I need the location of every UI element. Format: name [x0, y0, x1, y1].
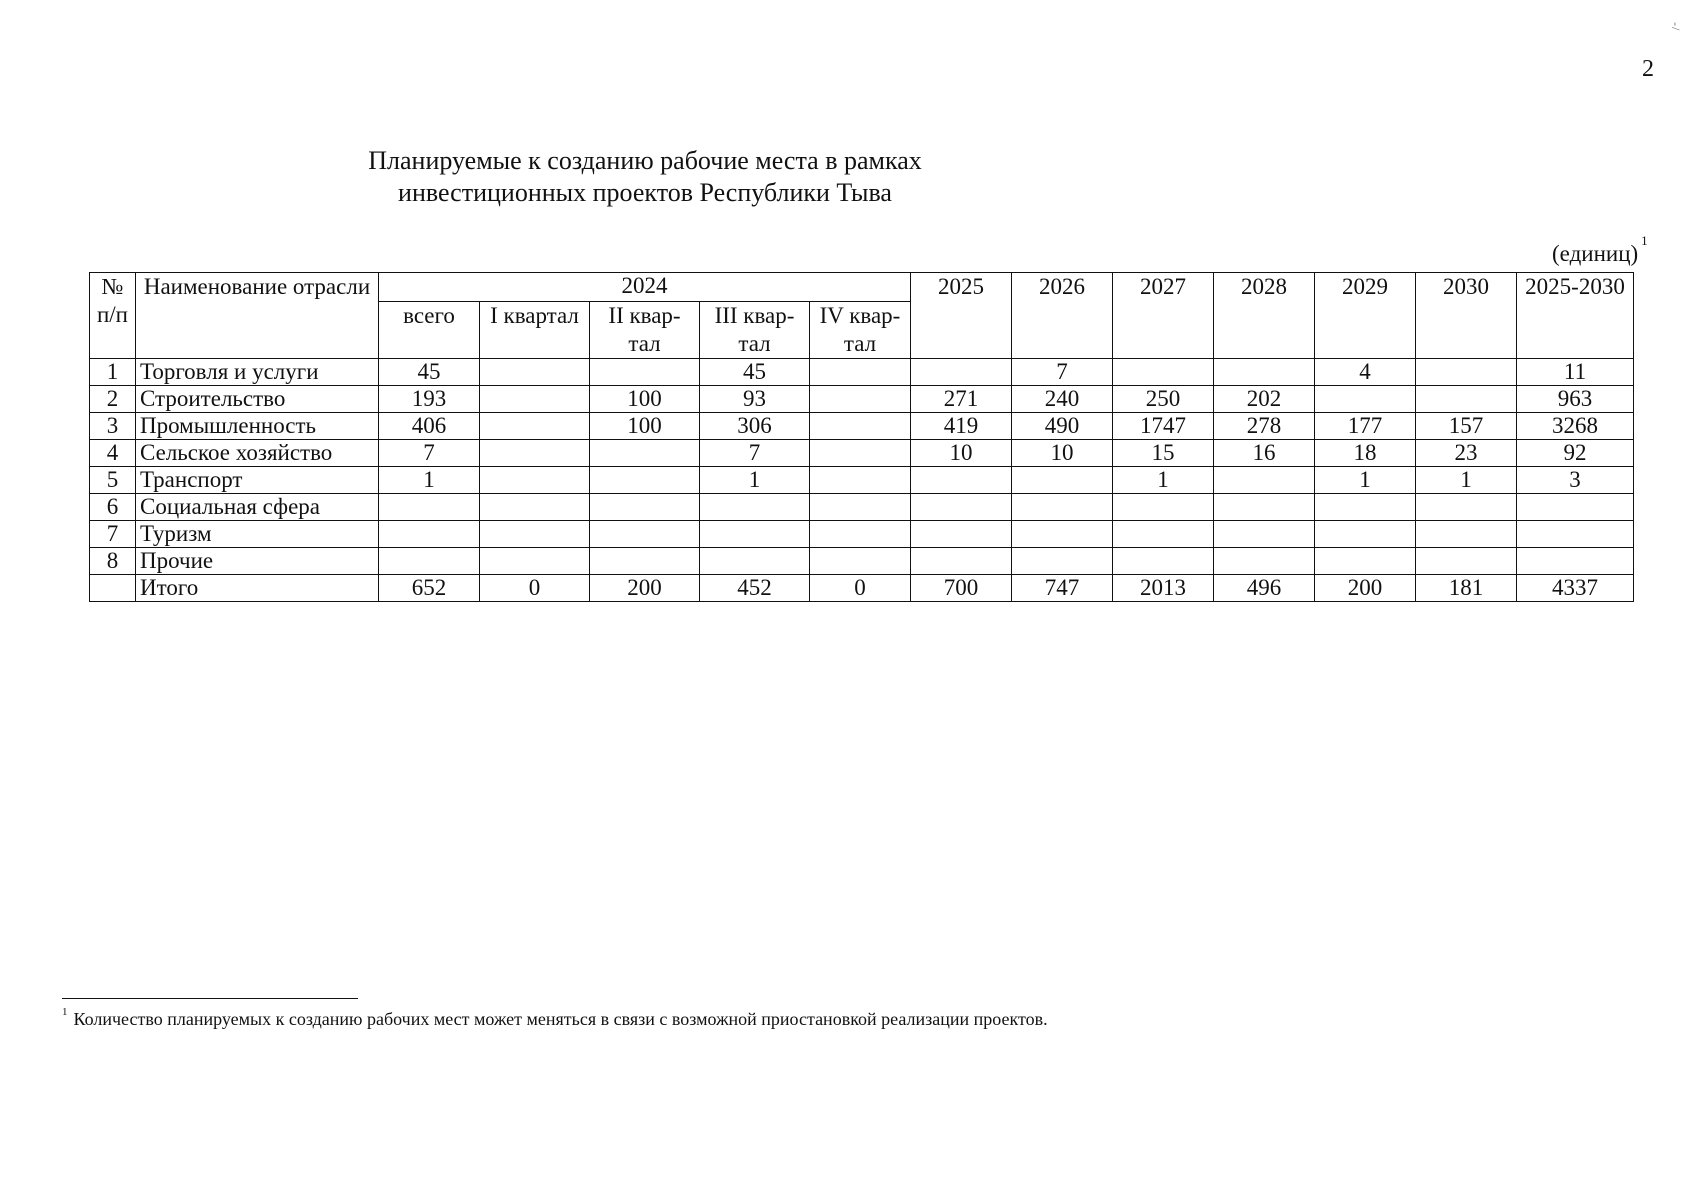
- table-cell: [911, 548, 1012, 575]
- row-number: 8: [90, 548, 136, 575]
- table-cell: 1747: [1113, 413, 1214, 440]
- header-year-2024: 2024: [379, 273, 911, 302]
- table-cell: [590, 494, 700, 521]
- table-cell: 4: [1315, 359, 1416, 386]
- table-cell: [911, 521, 1012, 548]
- table-cell: 963: [1517, 386, 1634, 413]
- table-cell: [1012, 494, 1113, 521]
- units-text: (единиц): [1552, 241, 1639, 266]
- table-cell: 3: [1517, 467, 1634, 494]
- table-cell: 452: [700, 575, 810, 602]
- table-cell: 15: [1113, 440, 1214, 467]
- table-cell: [1214, 359, 1315, 386]
- header-year: 2025: [911, 273, 1012, 359]
- table-cell: [1416, 521, 1517, 548]
- table-cell: [700, 548, 810, 575]
- table-row: [90, 548, 1634, 575]
- table-cell: [1214, 494, 1315, 521]
- table-cell: 45: [700, 359, 810, 386]
- units-footnote-ref: 1: [1641, 233, 1648, 248]
- footnote: [62, 1006, 1048, 1030]
- header-year: 2029: [1315, 273, 1416, 359]
- title-line-1: Планируемые к созданию рабочие места в рамках: [368, 146, 922, 175]
- table-cell: [1416, 494, 1517, 521]
- table-cell: [1315, 494, 1416, 521]
- row-number: 2: [90, 386, 136, 413]
- table-cell: [379, 548, 480, 575]
- document-title: [0, 145, 1290, 209]
- table-cell: 278: [1214, 413, 1315, 440]
- header-year: 2028: [1214, 273, 1315, 359]
- table-cell: [480, 467, 590, 494]
- table-cell: [1012, 548, 1113, 575]
- table-cell: [590, 548, 700, 575]
- table-cell: 7: [700, 440, 810, 467]
- table-cell: 1: [379, 467, 480, 494]
- row-industry-name: Транспорт: [136, 467, 379, 494]
- table-cell: 1: [1416, 467, 1517, 494]
- table-cell: 240: [1012, 386, 1113, 413]
- row-number: 6: [90, 494, 136, 521]
- table-cell: 0: [480, 575, 590, 602]
- table-cell: [1416, 548, 1517, 575]
- table-cell: [480, 494, 590, 521]
- table-cell: 10: [1012, 440, 1113, 467]
- table-cell: 3268: [1517, 413, 1634, 440]
- header-2024-subcolumn: I квартал: [480, 302, 590, 359]
- table-cell: 1: [700, 467, 810, 494]
- table-cell: [1012, 521, 1113, 548]
- row-industry-name: Промышленность: [136, 413, 379, 440]
- table-cell: [1113, 359, 1214, 386]
- table-row: [90, 575, 1634, 602]
- table-cell: 92: [1517, 440, 1634, 467]
- table-cell: [379, 521, 480, 548]
- table-cell: [1416, 386, 1517, 413]
- table-cell: [1517, 494, 1634, 521]
- table-cell: 193: [379, 386, 480, 413]
- table-cell: [810, 521, 911, 548]
- row-number: 4: [90, 440, 136, 467]
- header-row-1: [90, 273, 1634, 302]
- table-cell: [1517, 521, 1634, 548]
- table-cell: 7: [379, 440, 480, 467]
- table-cell: 23: [1416, 440, 1517, 467]
- jobs-table: [89, 272, 1634, 602]
- table-cell: 200: [590, 575, 700, 602]
- units-label: [1552, 233, 1648, 267]
- table-cell: 7: [1012, 359, 1113, 386]
- row-number: [90, 575, 136, 602]
- page-number: 2: [1642, 56, 1654, 82]
- corner-mark: -/: [1669, 22, 1683, 32]
- header-2024-subcolumn: III квар-тал: [700, 302, 810, 359]
- table-cell: 202: [1214, 386, 1315, 413]
- table-cell: 4337: [1517, 575, 1634, 602]
- table-cell: [590, 467, 700, 494]
- header-year-total: 2025-2030: [1517, 273, 1634, 359]
- row-industry-name: Торговля и услуги: [136, 359, 379, 386]
- header-2024-subcolumn: IV квар-тал: [810, 302, 911, 359]
- table-row: [90, 467, 1634, 494]
- table-cell: 1: [1315, 467, 1416, 494]
- table-row: [90, 494, 1634, 521]
- table-cell: 652: [379, 575, 480, 602]
- table-cell: 271: [911, 386, 1012, 413]
- table-cell: [480, 440, 590, 467]
- header-2024-subcolumn: всего: [379, 302, 480, 359]
- table-cell: [1214, 521, 1315, 548]
- table-cell: 250: [1113, 386, 1214, 413]
- table-cell: 18: [1315, 440, 1416, 467]
- table-cell: 45: [379, 359, 480, 386]
- row-industry-name: Социальная сфера: [136, 494, 379, 521]
- table-cell: [590, 359, 700, 386]
- row-number: 1: [90, 359, 136, 386]
- header-name: Наименование отрасли: [136, 273, 379, 359]
- table-cell: [1416, 359, 1517, 386]
- table-cell: [480, 386, 590, 413]
- table-cell: [810, 440, 911, 467]
- table-body: [90, 273, 1634, 602]
- row-industry-name: Туризм: [136, 521, 379, 548]
- table-cell: 181: [1416, 575, 1517, 602]
- header-year: 2030: [1416, 273, 1517, 359]
- table-cell: [911, 359, 1012, 386]
- row-industry-name: Итого: [136, 575, 379, 602]
- table-cell: 93: [700, 386, 810, 413]
- table-cell: [1113, 548, 1214, 575]
- table-cell: 700: [911, 575, 1012, 602]
- table-cell: [480, 521, 590, 548]
- row-number: 5: [90, 467, 136, 494]
- row-number: 3: [90, 413, 136, 440]
- header-2024-subcolumn: II квар-тал: [590, 302, 700, 359]
- table-cell: 0: [810, 575, 911, 602]
- footnote-divider: [62, 998, 358, 999]
- table-cell: 747: [1012, 575, 1113, 602]
- table-cell: 177: [1315, 413, 1416, 440]
- table-cell: [1315, 521, 1416, 548]
- table-cell: [810, 359, 911, 386]
- header-num: № п/п: [90, 273, 136, 359]
- table-row: [90, 521, 1634, 548]
- table-cell: [1315, 386, 1416, 413]
- table-cell: [480, 359, 590, 386]
- table-row: [90, 413, 1634, 440]
- table-cell: 16: [1214, 440, 1315, 467]
- table-cell: [911, 494, 1012, 521]
- table-cell: [1113, 521, 1214, 548]
- table-cell: [379, 494, 480, 521]
- table-cell: [1214, 467, 1315, 494]
- table-cell: 490: [1012, 413, 1113, 440]
- table-cell: 11: [1517, 359, 1634, 386]
- table-cell: [1214, 548, 1315, 575]
- table-cell: [590, 440, 700, 467]
- table-cell: 406: [379, 413, 480, 440]
- table-cell: [810, 413, 911, 440]
- table-cell: [1012, 467, 1113, 494]
- table-cell: 2013: [1113, 575, 1214, 602]
- table-cell: 10: [911, 440, 1012, 467]
- table-cell: [480, 413, 590, 440]
- table-cell: [810, 548, 911, 575]
- title-line-2: инвестиционных проектов Республики Тыва: [398, 178, 892, 207]
- table-cell: 306: [700, 413, 810, 440]
- table-cell: 100: [590, 413, 700, 440]
- table-cell: [1315, 548, 1416, 575]
- row-industry-name: Сельское хозяйство: [136, 440, 379, 467]
- table-cell: 419: [911, 413, 1012, 440]
- table-cell: [810, 494, 911, 521]
- table-cell: [1113, 494, 1214, 521]
- footnote-text: Количество планируемых к созданию рабочих мест может меняться в связи с возможной приостановкой реализации проектов.: [73, 1009, 1048, 1029]
- table-cell: [911, 467, 1012, 494]
- row-number: 7: [90, 521, 136, 548]
- table-cell: [590, 521, 700, 548]
- table-cell: [810, 467, 911, 494]
- table-cell: [480, 548, 590, 575]
- table-cell: [1517, 548, 1634, 575]
- table-cell: 496: [1214, 575, 1315, 602]
- row-industry-name: Прочие: [136, 548, 379, 575]
- table-cell: 200: [1315, 575, 1416, 602]
- row-industry-name: Строительство: [136, 386, 379, 413]
- table-cell: 157: [1416, 413, 1517, 440]
- table-row: [90, 386, 1634, 413]
- header-year: 2026: [1012, 273, 1113, 359]
- table-row: [90, 440, 1634, 467]
- table-cell: 1: [1113, 467, 1214, 494]
- header-year: 2027: [1113, 273, 1214, 359]
- table-row: [90, 359, 1634, 386]
- table-cell: [810, 386, 911, 413]
- table-cell: 100: [590, 386, 700, 413]
- table-cell: [700, 521, 810, 548]
- table-cell: [700, 494, 810, 521]
- footnote-marker: 1: [62, 1006, 68, 1018]
